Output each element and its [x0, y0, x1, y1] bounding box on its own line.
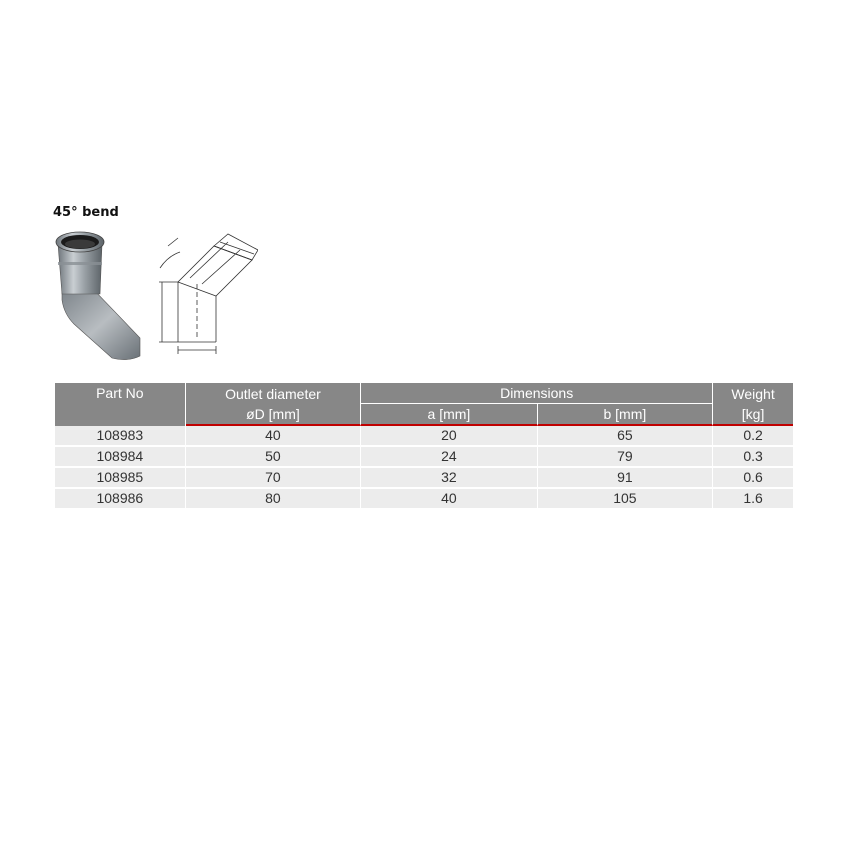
product-title: 45° bend [53, 205, 119, 220]
header-weight-unit: [kg] [713, 404, 793, 426]
header-weight: Weight [713, 383, 793, 404]
spec-table [55, 383, 793, 510]
cell-weight: 0.6 [713, 468, 793, 489]
cell-a: 32 [361, 468, 537, 489]
header-a: a [mm] [361, 404, 537, 426]
header-outlet-diameter: Outlet diameter [186, 383, 362, 404]
header-row [55, 383, 793, 404]
technical-drawing [154, 226, 258, 362]
header-outlet-unit: øD [mm] [186, 404, 362, 426]
table-row [55, 489, 793, 510]
table-row [55, 447, 793, 468]
cell-b: 65 [538, 426, 713, 447]
cell-a: 40 [361, 489, 537, 510]
cell-outlet: 50 [186, 447, 362, 468]
cell-outlet: 80 [186, 489, 362, 510]
cell-b: 91 [538, 468, 713, 489]
cell-weight: 1.6 [713, 489, 793, 510]
header-dimensions: Dimensions [361, 383, 713, 404]
cell-weight: 0.2 [713, 426, 793, 447]
cell-part-no: 108984 [55, 447, 186, 468]
product-photo [50, 228, 146, 362]
cell-outlet: 70 [186, 468, 362, 489]
header-b: b [mm] [538, 404, 713, 426]
cell-b: 79 [538, 447, 713, 468]
cell-part-no: 108985 [55, 468, 186, 489]
cell-part-no: 108986 [55, 489, 186, 510]
table-row [55, 426, 793, 447]
cell-a: 20 [361, 426, 537, 447]
header-part-no: Part No [55, 383, 186, 426]
cell-part-no: 108983 [55, 426, 186, 447]
cell-a: 24 [361, 447, 537, 468]
cell-outlet: 40 [186, 426, 362, 447]
table-row [55, 468, 793, 489]
cell-b: 105 [538, 489, 713, 510]
cell-weight: 0.3 [713, 447, 793, 468]
